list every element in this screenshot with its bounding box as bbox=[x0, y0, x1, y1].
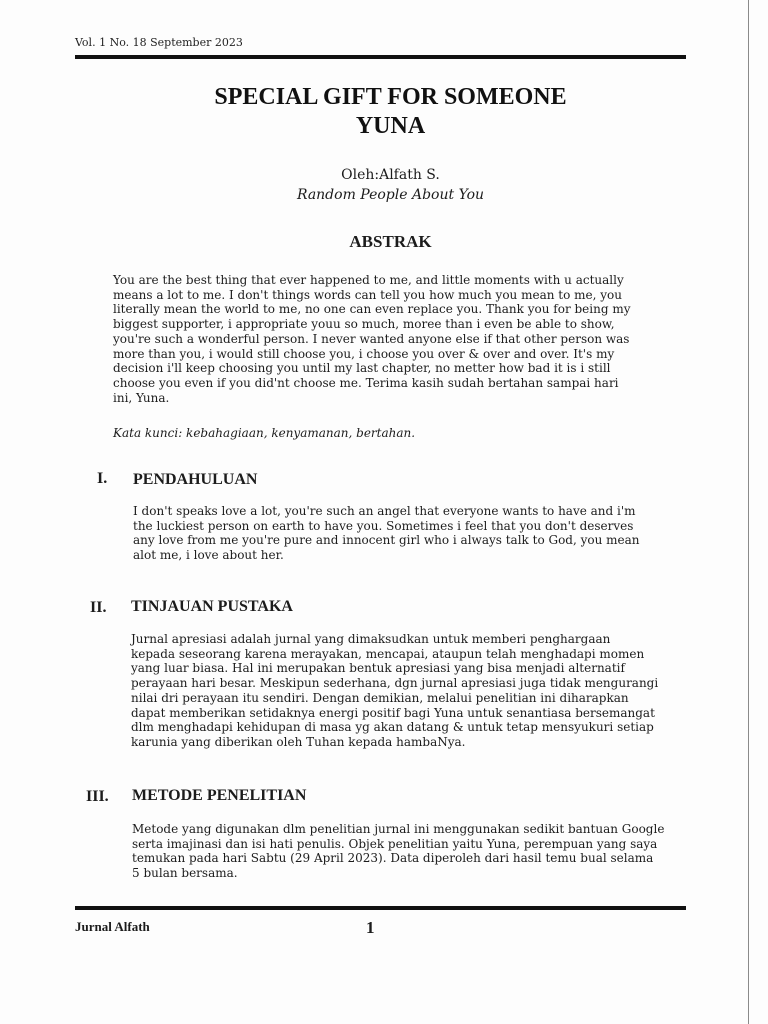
section-line: serta imajinasi dan isi hati penulis. Objek penelitian yaitu Yuna, perempuan yang saya bbox=[132, 836, 658, 851]
section-2-number: II. bbox=[90, 599, 107, 616]
footer-rule bbox=[75, 906, 686, 910]
section-line: dlm menghadapi kehidupan di masa yg akan datang & untuk tetap mensyukuri setiap bbox=[131, 720, 654, 735]
abstract-line: more than you, i would still choose you, i choose you over & over and over. It's my bbox=[113, 346, 615, 361]
section-2-title: TINJAUAN PUSTAKA bbox=[131, 598, 293, 615]
section-line: alot me, i love about her. bbox=[133, 548, 284, 563]
author-line: Oleh:Alfath S. bbox=[341, 167, 440, 183]
paper-title-line-2: YUNA bbox=[355, 113, 426, 139]
section-1-number: I. bbox=[97, 470, 108, 487]
page-number: 1 bbox=[366, 918, 375, 937]
section-line: Jurnal apresiasi adalah jurnal yang dimaksudkan untuk memberi penghargaan bbox=[131, 632, 611, 646]
section-1-body bbox=[133, 504, 673, 563]
section-line: temukan pada hari Sabtu (29 April 2023). Data diperoleh dari hasil temu bual selama bbox=[132, 851, 654, 866]
section-3-title: METODE PENELITIAN bbox=[132, 787, 307, 804]
paper-title bbox=[75, 83, 706, 141]
section-line: kepada seseorang karena merayakan, mencapai, ataupun telah menghadapi momen bbox=[131, 646, 645, 661]
affiliation-line: Random People About You bbox=[296, 187, 485, 203]
section-2-body bbox=[131, 632, 691, 750]
footer-journal-name: Jurnal Alfath bbox=[75, 919, 150, 934]
section-line: I don't speaks love a lot, you're such an angel that everyone wants to have and i'm bbox=[133, 504, 636, 518]
section-line: perayaan hari besar. Meskipun sederhana, dgn jurnal apresiasi juga tidak mengurangi bbox=[131, 676, 659, 691]
abstract-line: biggest supporter, i appropriate youu so much, moree than i even be able to show, bbox=[113, 317, 615, 332]
abstract-line: ini, Yuna. bbox=[113, 390, 170, 405]
abstract-line: decision i'll keep choosing you until my last chapter, no metter how bad it is i still bbox=[113, 361, 611, 376]
section-line: yang luar biasa. Hal ini merupakan bentuk apresiasi yang bisa menjadi alternatif bbox=[131, 661, 625, 676]
abstract-line: choose you even if you did'nt choose me. Terima kasih sudah bertahan sampai hari bbox=[113, 375, 619, 390]
section-line: any love from me you're pure and innocent girl who i always talk to God, you mean bbox=[133, 533, 640, 548]
abstract-line: you're such a wonderful person. I never wanted anyone else if that other person was bbox=[113, 331, 630, 346]
header-rule bbox=[75, 55, 686, 59]
section-line: 5 bulan bersama. bbox=[132, 866, 238, 881]
section-3-number: III. bbox=[86, 788, 109, 805]
section-line: the luckiest person on earth to have you. Sometimes i feel that you don't deserves bbox=[133, 518, 634, 533]
section-line: nilai dri perayaan itu sendiri. Dengan demikian, melalui penelitian ini diharapkan bbox=[131, 690, 629, 705]
abstract-line: means a lot to me. I don't things words can tell you how much you mean to me, you bbox=[113, 287, 622, 302]
section-line: Metode yang digunakan dlm penelitian jurnal ini menggunakan sedikit bantuan Google bbox=[132, 822, 665, 836]
abstract-line: You are the best thing that ever happened to me, and little moments with u actually bbox=[113, 273, 624, 287]
abstract-heading: ABSTRAK bbox=[349, 232, 432, 251]
paper-title-line-1: SPECIAL GIFT FOR SOMEONE bbox=[214, 84, 567, 110]
section-3-body bbox=[132, 822, 697, 881]
abstract-body bbox=[113, 273, 661, 405]
page-edge-divider bbox=[748, 0, 749, 1024]
section-line: dapat memberikan setidaknya energi positif bagi Yuna untuk senantiasa bersemangat bbox=[131, 705, 655, 720]
journal-volume-info: Vol. 1 No. 18 September 2023 bbox=[75, 36, 243, 49]
keywords-line: Kata kunci: kebahagiaan, kenyamanan, bertahan. bbox=[113, 426, 416, 440]
section-line: karunia yang diberikan oleh Tuhan kepada hambaNya. bbox=[131, 734, 466, 749]
abstract-line: literally mean the world to me, no one can even replace you. Thank you for being my bbox=[113, 302, 631, 317]
section-1-title: PENDAHULUAN bbox=[133, 471, 258, 488]
